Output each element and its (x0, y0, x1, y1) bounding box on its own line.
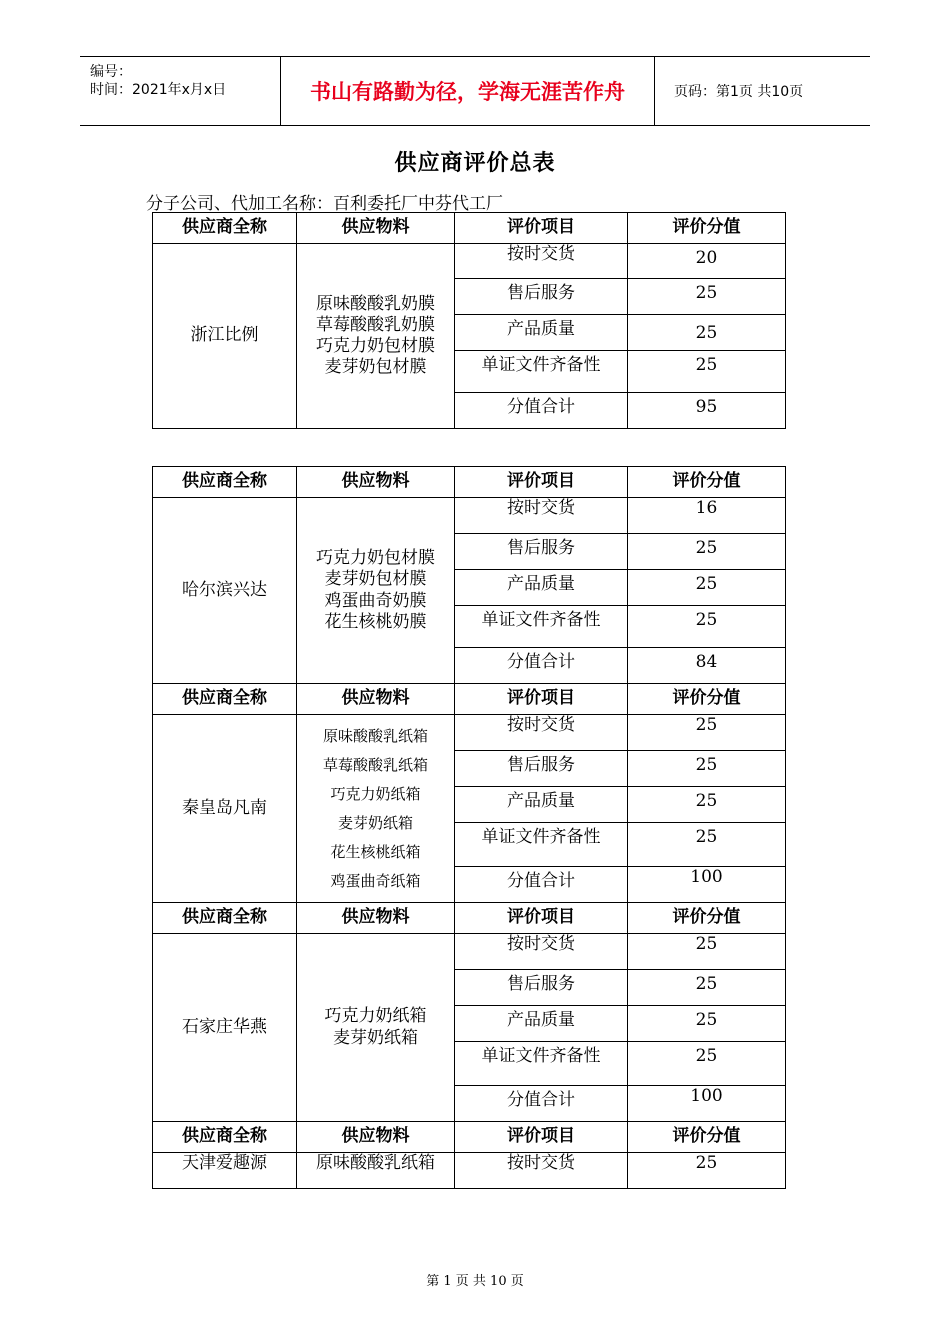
material-list (297, 715, 455, 903)
evaluation-item: 单证文件齐备性 (455, 1042, 628, 1086)
evaluation-score: 25 (628, 1153, 786, 1189)
evaluation-score: 25 (628, 315, 786, 351)
evaluation-score: 25 (628, 787, 786, 823)
table-row (153, 934, 786, 970)
col-header-score: 评价分值 (628, 903, 786, 934)
col-header-material: 供应物料 (297, 684, 455, 715)
material-list (297, 244, 455, 429)
material-item: 麦芽奶纸箱 (337, 813, 413, 832)
evaluation-item: 单证文件齐备性 (455, 351, 628, 393)
evaluation-score: 25 (628, 606, 786, 648)
col-header-score: 评价分值 (628, 213, 786, 244)
table-header-row (153, 1122, 786, 1153)
table-row (153, 244, 786, 279)
evaluation-total-label: 分值合计 (455, 867, 628, 903)
material-list (297, 934, 455, 1122)
evaluation-score: 25 (628, 823, 786, 867)
page-indicator (664, 57, 870, 125)
material-item: 巧克力奶包材膜 (316, 336, 435, 356)
evaluation-score: 25 (628, 279, 786, 315)
material-item: 花生核桃奶膜 (324, 611, 427, 632)
table-row (153, 498, 786, 534)
material-item: 鸡蛋曲奇奶膜 (324, 590, 427, 611)
evaluation-item: 按时交货 (455, 244, 628, 279)
col-header-material: 供应物料 (297, 213, 455, 244)
evaluation-item: 按时交货 (455, 715, 628, 751)
evaluation-item: 售后服务 (455, 279, 628, 315)
table-header-row (153, 467, 786, 498)
evaluation-item: 售后服务 (455, 751, 628, 787)
evaluation-score: 20 (628, 244, 786, 279)
evaluation-score: 16 (628, 498, 786, 534)
table-row (153, 1153, 786, 1189)
material-item: 巧克力奶纸箱 (330, 784, 421, 803)
col-header-item: 评价项目 (455, 467, 628, 498)
material-item: 原味酸酸乳纸箱 (322, 726, 428, 745)
document-subtitle: 分子公司、代加工名称：百利委托厂中芬代工厂 (146, 194, 503, 214)
supplier-name: 天津爱趣源 (153, 1153, 297, 1189)
date-label: 时间：2021年x月x日 (90, 82, 227, 98)
supplier-name: 石家庄华燕 (153, 934, 297, 1122)
evaluation-score: 25 (628, 970, 786, 1006)
material-item: 鸡蛋曲奇纸箱 (330, 871, 421, 890)
page-indicator-text: 页码：第1页 共10页 (674, 84, 804, 100)
evaluation-item: 按时交货 (455, 934, 628, 970)
table-header-row (153, 903, 786, 934)
col-header-score: 评价分值 (628, 467, 786, 498)
col-header-item: 评价项目 (455, 684, 628, 715)
header-meta (80, 57, 281, 125)
evaluation-item: 单证文件齐备性 (455, 823, 628, 867)
evaluation-item: 售后服务 (455, 534, 628, 570)
evaluation-item: 按时交货 (455, 1153, 628, 1189)
material-item: 麦芽奶纸箱 (333, 1027, 418, 1048)
evaluation-total-score: 100 (628, 1086, 786, 1122)
page-footer: 第 1 页 共 10 页 (426, 1274, 524, 1289)
col-header-item: 评价项目 (455, 903, 628, 934)
evaluation-score: 25 (628, 534, 786, 570)
evaluation-score: 25 (628, 715, 786, 751)
evaluation-score: 25 (628, 1006, 786, 1042)
material-item: 巧克力奶纸箱 (324, 1006, 427, 1027)
col-header-supplier: 供应商全称 (153, 1122, 297, 1153)
evaluation-score: 25 (628, 934, 786, 970)
header-motto: 书山有路勤为径，学海无涯苦作舟 (281, 57, 655, 125)
evaluation-item: 产品质量 (455, 787, 628, 823)
evaluation-item: 产品质量 (455, 315, 628, 351)
col-header-score: 评价分值 (628, 684, 786, 715)
material-item: 草莓酸酸乳纸箱 (322, 755, 428, 774)
evaluation-item: 产品质量 (455, 570, 628, 606)
col-header-supplier: 供应商全称 (153, 684, 297, 715)
evaluation-score: 25 (628, 351, 786, 393)
table-row (153, 715, 786, 751)
col-header-item: 评价项目 (455, 1122, 628, 1153)
evaluation-total-score: 84 (628, 648, 786, 684)
supplier-table-1 (152, 212, 786, 429)
evaluation-total-label: 分值合计 (455, 1086, 628, 1122)
supplier-name: 浙江比例 (153, 244, 297, 429)
material-list (297, 498, 455, 684)
document-title: 供应商评价总表 (394, 151, 556, 176)
col-header-supplier: 供应商全称 (153, 213, 297, 244)
material-item: 花生核桃纸箱 (330, 842, 421, 861)
evaluation-score: 25 (628, 1042, 786, 1086)
material-item: 麦芽奶包材膜 (324, 357, 427, 378)
material-item: 原味酸酸乳奶膜 (316, 293, 435, 314)
evaluation-total-label: 分值合计 (455, 393, 628, 429)
evaluation-total-score: 95 (628, 393, 786, 429)
col-header-supplier: 供应商全称 (153, 467, 297, 498)
table-header-row (153, 213, 786, 244)
col-header-material: 供应物料 (297, 903, 455, 934)
page-header (80, 56, 870, 126)
col-header-item: 评价项目 (455, 213, 628, 244)
supplier-name: 秦皇岛凡南 (153, 715, 297, 903)
material-item: 原味酸酸乳纸箱 (297, 1153, 455, 1189)
supplier-table-2 (152, 466, 786, 1189)
col-header-material: 供应物料 (297, 467, 455, 498)
evaluation-score: 25 (628, 570, 786, 606)
col-header-supplier: 供应商全称 (153, 903, 297, 934)
col-header-material: 供应物料 (297, 1122, 455, 1153)
evaluation-total-label: 分值合计 (455, 648, 628, 684)
supplier-name: 哈尔滨兴达 (153, 498, 297, 684)
evaluation-item: 售后服务 (455, 970, 628, 1006)
evaluation-item: 按时交货 (455, 498, 628, 534)
evaluation-item: 单证文件齐备性 (455, 606, 628, 648)
evaluation-total-score: 100 (628, 867, 786, 903)
col-header-score: 评价分值 (628, 1122, 786, 1153)
document-number-label: 编号： (90, 64, 132, 80)
table-header-row (153, 684, 786, 715)
material-item: 麦芽奶包材膜 (324, 569, 427, 590)
material-item: 巧克力奶包材膜 (316, 548, 435, 568)
material-item: 草莓酸酸乳奶膜 (316, 314, 435, 335)
evaluation-item: 产品质量 (455, 1006, 628, 1042)
evaluation-score: 25 (628, 751, 786, 787)
